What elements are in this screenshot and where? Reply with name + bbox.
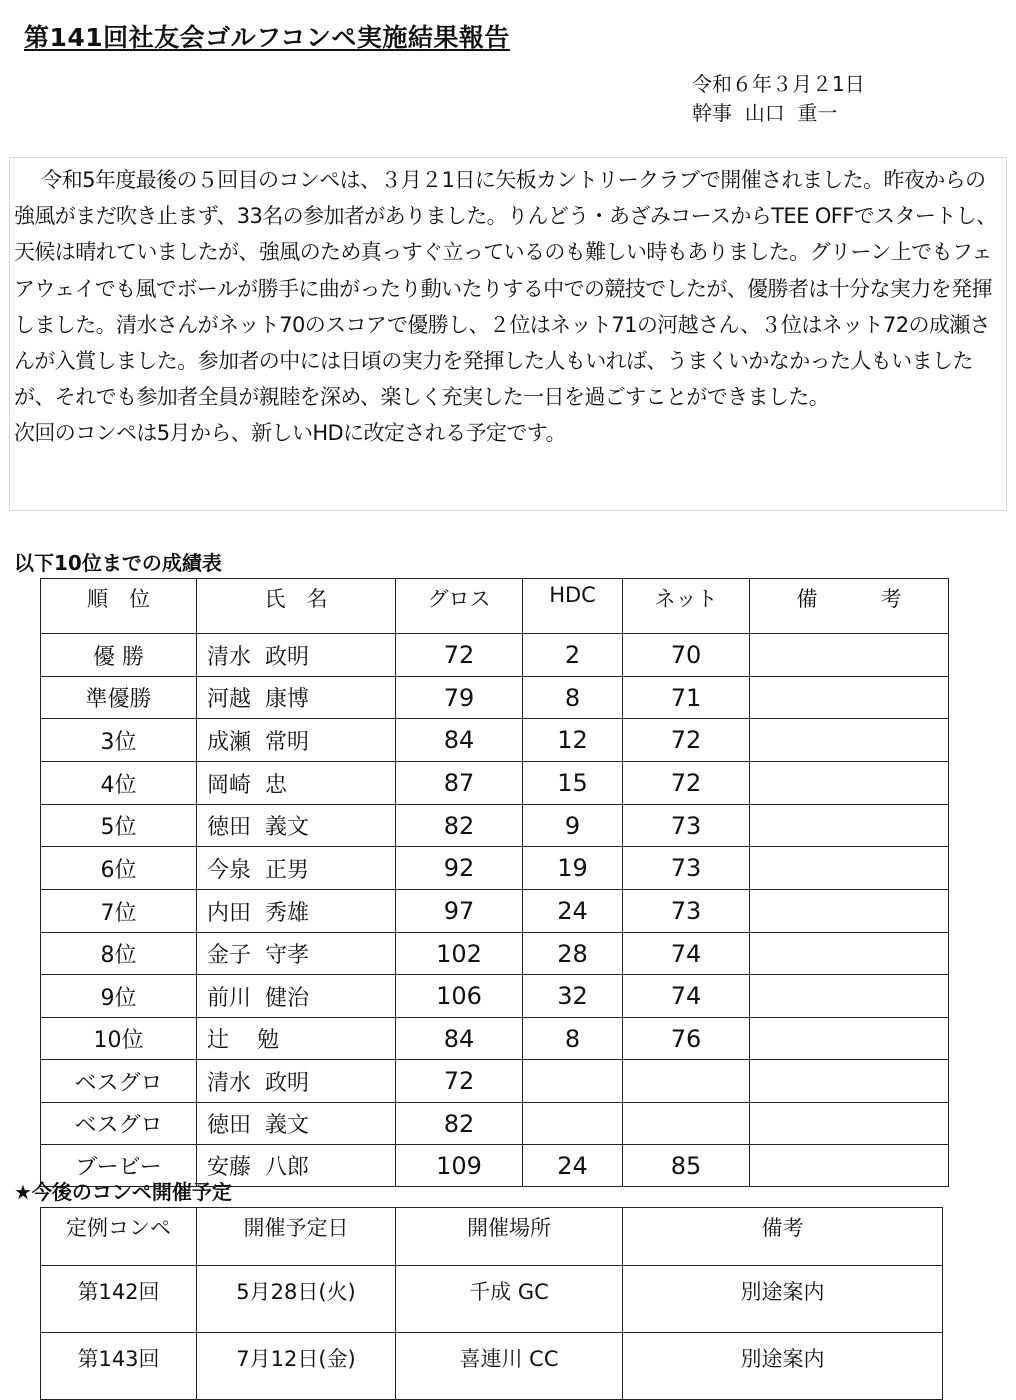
note-cell [750, 719, 949, 762]
note-cell [750, 1060, 949, 1103]
net-cell: 73 [623, 847, 750, 890]
rank-cell: 9位 [41, 975, 197, 1018]
report-paragraph-1: 令和5年度最後の５回目のコンペは、３月２1日に矢板カントリークラブで開催されました。昨夜からの強風がまだ吹き止まず、33名の参加者がありました。りんどう・あざみコースからTEE OFFでスタートし、天候は晴れていましたが、強風のため真っすぐ立っているのも難しい時もありました。グリーン上でもフェアウェイでも風でボールが勝手に曲がったり動いたりする中での競技でしたが、優勝者は十分な実力を発揮しました。清水さんがネット70のスコアで優勝し、２位はネット71の河越さん、３位はネット72の成瀬さんが入賞しました。参加者の中には日頃の実力を発揮した人もいれば、うまくいかなかった人もいましたが、それでも参加者全員が親睦を深め、楽しく充実した一日を過ごすことができました。 [14, 168, 997, 410]
net-cell [623, 1103, 750, 1145]
result-row [41, 677, 949, 719]
gross-cell: 106 [396, 975, 523, 1018]
rank-cell: ベスグロ [41, 1103, 197, 1145]
note-cell [750, 634, 949, 677]
name-cell: 前川 健治 [197, 975, 396, 1018]
schedule-note-cell: 別途案内 [623, 1266, 943, 1333]
schedule-table [40, 1207, 943, 1400]
hdc-cell: 24 [523, 1145, 623, 1187]
gross-cell: 79 [396, 677, 523, 719]
date-block [692, 70, 865, 128]
result-row [41, 890, 949, 933]
name-cell: 今泉 正男 [197, 847, 396, 890]
rank-cell: 10位 [41, 1018, 197, 1060]
rank-cell: 7位 [41, 890, 197, 933]
net-cell: 71 [623, 677, 750, 719]
net-cell: 73 [623, 890, 750, 933]
rank-cell: 4位 [41, 762, 197, 805]
note-cell [750, 933, 949, 975]
header-name: 氏 名 [197, 579, 396, 634]
name-cell: 辻 勉 [197, 1018, 396, 1060]
event-cell: 第142回 [41, 1266, 197, 1333]
name-cell: 岡崎 忠 [197, 762, 396, 805]
hdc-cell: 28 [523, 933, 623, 975]
rank-cell: ブービー [41, 1145, 197, 1187]
net-cell: 85 [623, 1145, 750, 1187]
results-table [40, 578, 949, 1187]
net-cell: 72 [623, 762, 750, 805]
net-cell: 74 [623, 975, 750, 1018]
date-cell: 7月12日(金) [197, 1333, 396, 1400]
results-header-row [41, 579, 949, 634]
gross-cell: 72 [396, 1060, 523, 1103]
rank-cell: 優 勝 [41, 634, 197, 677]
result-row [41, 1018, 949, 1060]
hdc-cell: 8 [523, 1018, 623, 1060]
result-row [41, 634, 949, 677]
venue-cell: 喜連川 CC [396, 1333, 623, 1400]
result-row [41, 719, 949, 762]
net-cell: 76 [623, 1018, 750, 1060]
schedule-row [41, 1266, 943, 1333]
header-net: ネット [623, 579, 750, 634]
note-cell [750, 1145, 949, 1187]
gross-cell: 87 [396, 762, 523, 805]
result-row [41, 762, 949, 805]
hdc-cell: 12 [523, 719, 623, 762]
name-cell: 徳田 義文 [197, 805, 396, 847]
header-venue: 開催場所 [396, 1208, 623, 1266]
gross-cell: 72 [396, 634, 523, 677]
net-cell: 70 [623, 634, 750, 677]
gross-cell: 84 [396, 1018, 523, 1060]
note-cell [750, 1103, 949, 1145]
rank-cell: 6位 [41, 847, 197, 890]
net-cell: 72 [623, 719, 750, 762]
gross-cell: 84 [396, 719, 523, 762]
hdc-cell: 24 [523, 890, 623, 933]
rank-cell: 3位 [41, 719, 197, 762]
note-cell [750, 847, 949, 890]
gross-cell: 102 [396, 933, 523, 975]
name-cell: 徳田 義文 [197, 1103, 396, 1145]
name-cell: 安藤 八郎 [197, 1145, 396, 1187]
net-cell [623, 1060, 750, 1103]
header-schedule-note: 備考 [623, 1208, 943, 1266]
name-cell: 内田 秀雄 [197, 890, 396, 933]
hdc-cell: 2 [523, 634, 623, 677]
hdc-cell [523, 1103, 623, 1145]
hdc-cell: 32 [523, 975, 623, 1018]
result-row [41, 933, 949, 975]
result-row [41, 975, 949, 1018]
name-cell: 清水 政明 [197, 1060, 396, 1103]
header-note: 備 考 [750, 579, 949, 634]
rank-cell: 5位 [41, 805, 197, 847]
results-heading: 以下10位までの成績表 [14, 551, 222, 575]
note-cell [750, 762, 949, 805]
schedule-heading: ★今後のコンペ開催予定 [14, 1180, 232, 1204]
net-cell: 74 [623, 933, 750, 975]
date-cell: 5月28日(火) [197, 1266, 396, 1333]
gross-cell: 92 [396, 847, 523, 890]
rank-cell: 準優勝 [41, 677, 197, 719]
venue-cell: 千成 GC [396, 1266, 623, 1333]
gross-cell: 82 [396, 1103, 523, 1145]
net-cell: 73 [623, 805, 750, 847]
note-cell [750, 890, 949, 933]
hdc-cell: 15 [523, 762, 623, 805]
report-title: 第141回社友会ゴルフコンペ実施結果報告 [24, 23, 510, 52]
result-row [41, 1060, 949, 1103]
schedule-header-row [41, 1208, 943, 1266]
name-cell: 河越 康博 [197, 677, 396, 719]
note-cell [750, 677, 949, 719]
name-cell: 清水 政明 [197, 634, 396, 677]
note-cell [750, 975, 949, 1018]
result-row [41, 847, 949, 890]
header-gross: グロス [396, 579, 523, 634]
gross-cell: 109 [396, 1145, 523, 1187]
header-hdc: HDC [523, 579, 623, 634]
rank-cell: ベスグロ [41, 1060, 197, 1103]
name-cell: 金子 守孝 [197, 933, 396, 975]
header-date: 開催予定日 [197, 1208, 396, 1266]
hdc-cell: 9 [523, 805, 623, 847]
schedule-note-cell: 別途案内 [623, 1333, 943, 1400]
gross-cell: 82 [396, 805, 523, 847]
note-cell [750, 1018, 949, 1060]
hdc-cell: 8 [523, 677, 623, 719]
header-event: 定例コンペ [41, 1208, 197, 1266]
result-row [41, 1103, 949, 1145]
report-date: 令和６年３月２1日 [692, 72, 865, 96]
schedule-row [41, 1333, 943, 1400]
result-row [41, 805, 949, 847]
report-paragraph-2: 次回のコンペは5月から、新しいHDに改定される予定です。 [14, 421, 566, 446]
gross-cell: 97 [396, 890, 523, 933]
header-rank: 順 位 [41, 579, 197, 634]
note-cell [750, 805, 949, 847]
report-text-box [9, 157, 1007, 511]
organizer: 幹事 山口 重一 [692, 101, 838, 125]
hdc-cell [523, 1060, 623, 1103]
name-cell: 成瀬 常明 [197, 719, 396, 762]
rank-cell: 8位 [41, 933, 197, 975]
event-cell: 第143回 [41, 1333, 197, 1400]
hdc-cell: 19 [523, 847, 623, 890]
